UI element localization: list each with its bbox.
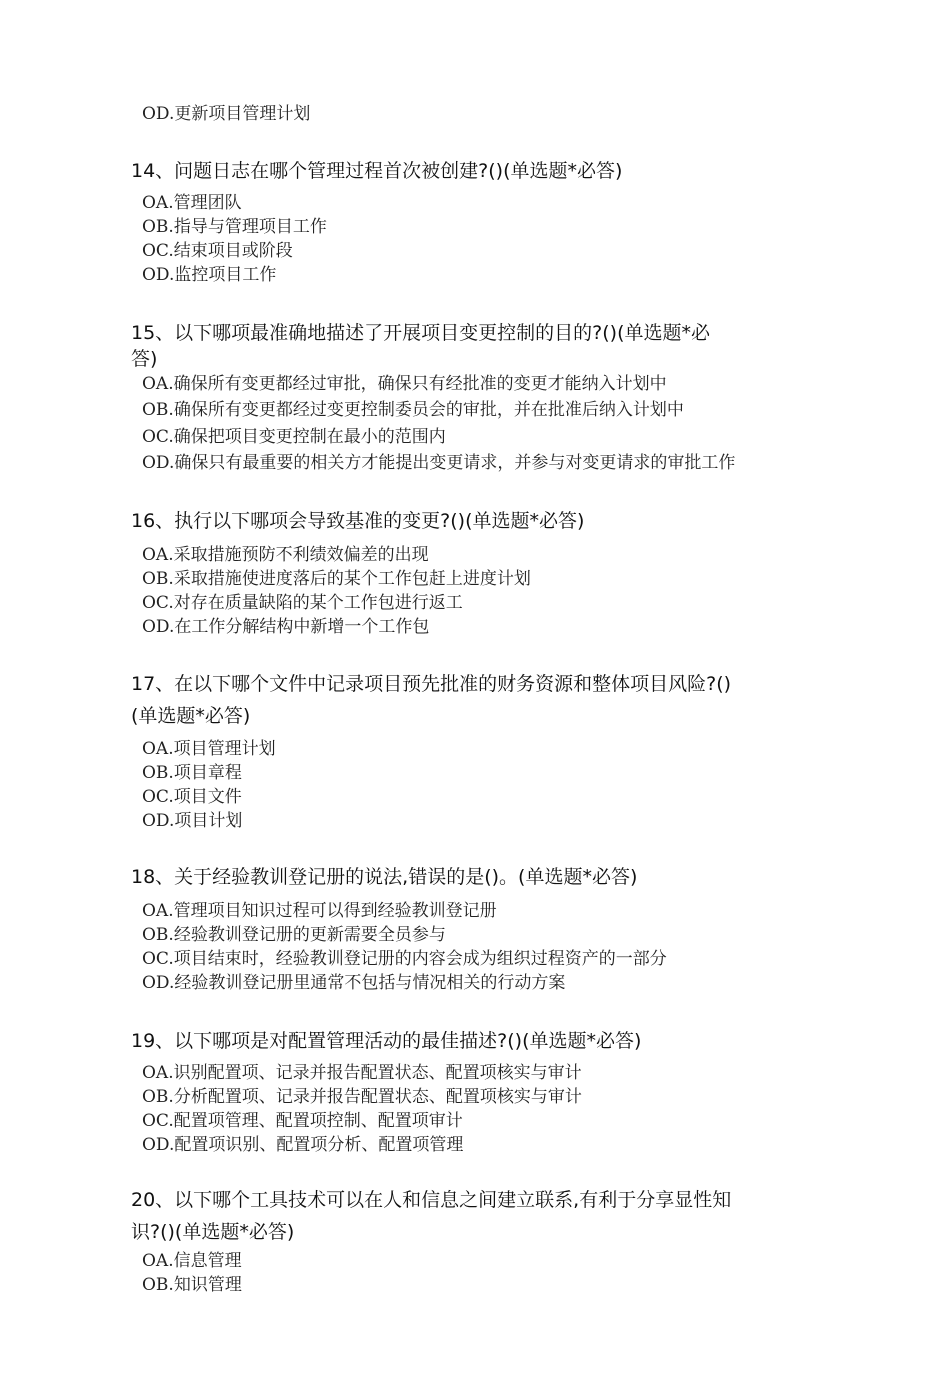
option-b[interactable]: OB.经验教训登记册的更新需要全员参与 [142, 925, 446, 945]
question-title-line: 识?()(单选题*必答) [131, 1221, 295, 1243]
question-title [131, 508, 811, 534]
option-d[interactable]: OD.监控项目工作 [142, 265, 277, 285]
option-c[interactable]: OC.确保把项目变更控制在最小的范围内 [142, 427, 446, 447]
option-d[interactable]: OD.项目计划 [142, 811, 243, 831]
option-a[interactable]: OA.信息管理 [142, 1251, 242, 1271]
question-title-line: 答) [131, 348, 158, 370]
question-title-line: 20、以下哪个工具技术可以在人和信息之间建立联系,有利于分享显性知 [131, 1189, 732, 1211]
option-b[interactable]: OB.分析配置项、记录并报告配置状态、配置项核实与审计 [142, 1087, 582, 1107]
option-d[interactable]: OD.更新项目管理计划 [142, 104, 311, 124]
option-d[interactable]: OD.经验教训登记册里通常不包括与情况相关的行动方案 [142, 973, 566, 993]
option-c[interactable]: OC.项目文件 [142, 787, 242, 807]
question-title-line: 15、以下哪项最准确地描述了开展项目变更控制的目的?()(单选题*必 [131, 322, 711, 344]
question-title-line: 17、在以下哪个文件中记录项目预先批准的财务资源和整体项目风险?() [131, 673, 732, 695]
option-b[interactable]: OB.指导与管理项目工作 [142, 217, 327, 237]
question-title [131, 671, 811, 729]
option-a[interactable]: OA.采取措施预防不利绩效偏差的出现 [142, 545, 429, 565]
option-c[interactable]: OC.配置项管理、配置项控制、配置项审计 [142, 1111, 463, 1131]
option-b[interactable]: OB.确保所有变更都经过变更控制委员会的审批，并在批准后纳入计划中 [142, 400, 684, 420]
option-b[interactable]: OB.采取措施使进度落后的某个工作包赶上进度计划 [142, 569, 531, 589]
question-title [131, 1028, 811, 1054]
question-title-line: 19、以下哪项是对配置管理活动的最佳描述?()(单选题*必答) [131, 1030, 642, 1052]
option-c[interactable]: OC.项目结束时，经验教训登记册的内容会成为组织过程资产的一部分 [142, 949, 667, 969]
question-title-line: 16、执行以下哪项会导致基准的变更?()(单选题*必答) [131, 510, 585, 532]
option-b[interactable]: OB.项目章程 [142, 763, 242, 783]
option-d[interactable]: OD.确保只有最重要的相关方才能提出变更请求，并参与对变更请求的审批工作 [142, 453, 736, 473]
option-c[interactable]: OC.对存在质量缺陷的某个工作包进行返工 [142, 593, 463, 613]
option-d[interactable]: OD.配置项识别、配置项分析、配置项管理 [142, 1135, 464, 1155]
question-title [131, 320, 811, 372]
question-title-line: 18、关于经验教训登记册的说法,错误的是()。(单选题*必答) [131, 866, 638, 888]
option-b[interactable]: OB.知识管理 [142, 1275, 242, 1295]
option-c[interactable]: OC.结束项目或阶段 [142, 241, 293, 261]
question-title [131, 158, 811, 184]
option-a[interactable]: OA.管理项目知识过程可以得到经验教训登记册 [142, 901, 497, 921]
question-title-line: 14、问题日志在哪个管理过程首次被创建?()(单选题*必答) [131, 160, 623, 182]
option-a[interactable]: OA.确保所有变更都经过审批，确保只有经批准的变更才能纳入计划中 [142, 374, 667, 394]
question-title [131, 864, 811, 890]
option-d[interactable]: OD.在工作分解结构中新增一个工作包 [142, 617, 430, 637]
option-a[interactable]: OA.识别配置项、记录并报告配置状态、配置项核实与审计 [142, 1063, 582, 1083]
option-a[interactable]: OA.管理团队 [142, 193, 242, 213]
option-a[interactable]: OA.项目管理计划 [142, 739, 276, 759]
question-title-line: (单选题*必答) [131, 705, 251, 727]
question-title [131, 1187, 811, 1245]
